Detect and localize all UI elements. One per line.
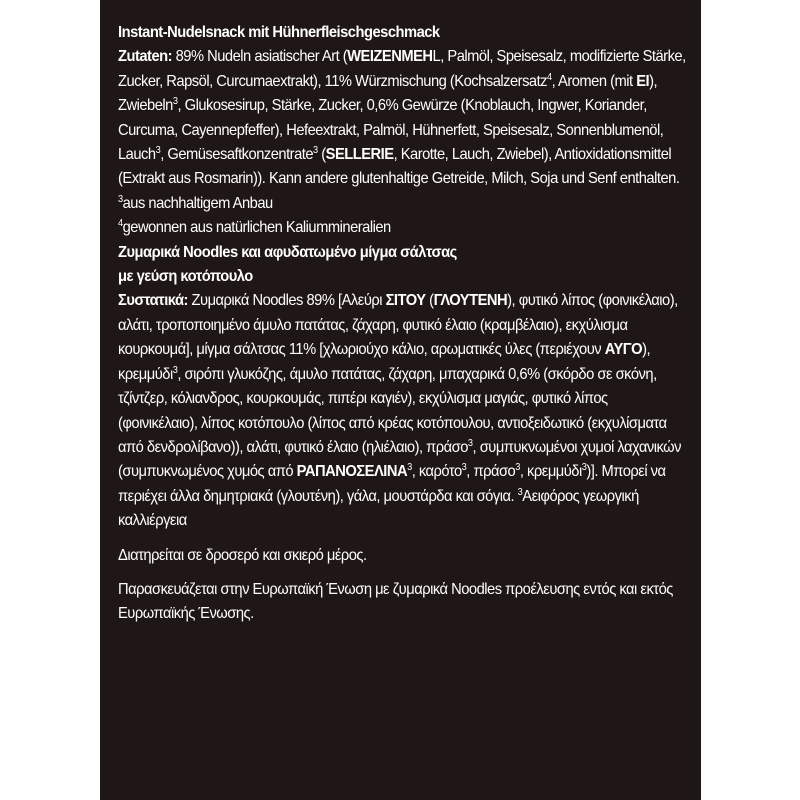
german-ingredients-label: Zutaten: bbox=[118, 48, 173, 66]
ingredients-text-block bbox=[118, 21, 690, 627]
footnote-marker: 3 bbox=[517, 486, 523, 498]
greek-ingredients-paragraph bbox=[118, 289, 690, 533]
footnote-marker: 3 bbox=[581, 462, 587, 474]
footnote-marker: 3 bbox=[461, 462, 467, 474]
footnote-marker: 3 bbox=[118, 193, 123, 205]
greek-ingredients-label: Συστατικά: bbox=[118, 292, 188, 310]
text-run: Αειφόρος γεωργική καλλιέργεια bbox=[118, 487, 639, 530]
greek-product-title bbox=[118, 241, 690, 290]
allergen-egg: ΑΥΓΟ bbox=[604, 341, 643, 359]
text-run: )]. Μπορεί να περιέχει άλλα δημητριακά (γλουτένη), γάλα, μουστάρδα και σόγια. bbox=[118, 463, 666, 505]
text-run: ( bbox=[317, 146, 326, 164]
text-run: Ζυμαρικά Noodles 89% [Αλεύρι bbox=[187, 292, 386, 310]
text-run: , Gemüsesaftkonzentrate bbox=[160, 146, 314, 164]
text-run: , Karotte, Lauch, Zwiebel), Antioxidationsmittel (Extrakt aus Rosmarin)). Kann andere glutenhaltige Getreide, Milch, Soja und Senf enthalten. bbox=[118, 146, 680, 188]
allergen-wheat: WEIZENMEH bbox=[347, 48, 433, 66]
text-run: aus nachhaltigem Anbau bbox=[122, 194, 273, 212]
text-run: ), Zwiebeln bbox=[118, 72, 658, 115]
text-run: 89% Nudeln asiatischer Art ( bbox=[172, 48, 348, 66]
allergen-egg: EI bbox=[636, 72, 650, 90]
allergen-gluten: ΓΛΟΥΤΕΝΗ bbox=[433, 292, 508, 310]
text-run: gewonnen aus natürlichen Kaliummineralien bbox=[122, 219, 391, 237]
german-ingredients-paragraph bbox=[118, 45, 690, 240]
allergen-celery: SELLERIE bbox=[325, 146, 394, 164]
footnote-marker: 3 bbox=[172, 364, 178, 376]
allergen-celery: ΡΑΠΑΝΟΣΕΛΙΝΑ bbox=[296, 463, 408, 481]
footnote-marker: 3 bbox=[172, 96, 178, 108]
footnote-marker: 3 bbox=[155, 145, 161, 157]
greek-title-line-2: με γεύση κοτόπουλο bbox=[118, 268, 253, 286]
text-run: , Glukosesirup, Stärke, Zucker, 0,6% Gewürze (Knoblauch, Ingwer, Koriander, Curcuma, Cayennepfeffer), Hefeextrakt, Palmöl, Hühnerfett, Speisesalz, Sonnenblumenöl, Lauch bbox=[118, 97, 664, 164]
text-run: , Aromen (mit bbox=[551, 72, 637, 90]
footnote-marker: 3 bbox=[515, 462, 520, 474]
storage-instructions: Διατηρείται σε δροσερό και σκιερό μέρος. bbox=[118, 546, 367, 564]
german-product-title: Instant-Nudelsnack mit Hühnerfleischgeschmack bbox=[118, 24, 440, 41]
text-run: , πράσο bbox=[466, 463, 516, 481]
text-run: ), φυτικό λίπος (φοινικέλαιο), αλάτι, τροποποιημένο άμυλο πατάτας, ζάχαρη, φυτικό έλαιο (κραμβέλαιο), εκχύλισμα κουρκουμά], μίγμα σάλτσας 11% [χλωριούχο κάλιο, αρωματικές ύλες (περιέχουν bbox=[118, 292, 678, 359]
text-run: ( bbox=[425, 292, 434, 310]
origin-statement: Παρασκευάζεται στην Ευρωπαϊκή Ένωση με ζυμαρικά Noodles προέλευσης εντός και εκτός Ευρωπαϊκής Ένωσης. bbox=[118, 580, 673, 623]
text-run: , συμπυκνωμένοι χυμοί λαχανικών (συμπυκνωμένος χυμός από bbox=[118, 438, 681, 481]
footnote-marker: 3 bbox=[467, 437, 473, 449]
allergen-wheat: ΣΙΤΟΥ bbox=[385, 292, 426, 310]
text-run: , σιρόπι γλυκόζης, άμυλο πατάτας, ζάχαρη, μπαχαρικά 0,6% (σκόρδο σε σκόνη, τζίντζερ, κόλιανδρος, κουρκουμάς, πιπέρι καγιέν), εκχύλισμα μαγιάς, φυτικό λίπος (φοινικέλαιο), λίπος κοτόπουλο (λίπος από κρέας κοτόπουλου, αντιοξειδωτικό (εκχυλίσματα από δενδρολίβανο)), αλάτι, φυτικό έλαιο (ηλιέλαιο), πράσο bbox=[118, 365, 667, 456]
text-run: , κρεμμύδι bbox=[519, 463, 582, 481]
footnote-marker: 3 bbox=[313, 145, 318, 157]
greek-title-line-1: Ζυμαρικά Noodles και αφυδατωμένο μίγμα σάλτσας bbox=[118, 243, 457, 261]
ingredients-label-panel bbox=[100, 0, 701, 800]
text-run: ), κρεμμύδι bbox=[118, 341, 651, 383]
text-run: L, Palmöl, Speisesalz, modifizierte Stärke, Zucker, Rapsöl, Curcumaextrakt), 11% Würzmischung (Kochsalzersatz bbox=[118, 48, 686, 90]
footnote-marker: 4 bbox=[118, 218, 123, 230]
footnote-marker: 4 bbox=[547, 71, 552, 83]
text-run: , καρότο bbox=[411, 463, 462, 481]
footnote-marker: 3 bbox=[407, 462, 412, 474]
